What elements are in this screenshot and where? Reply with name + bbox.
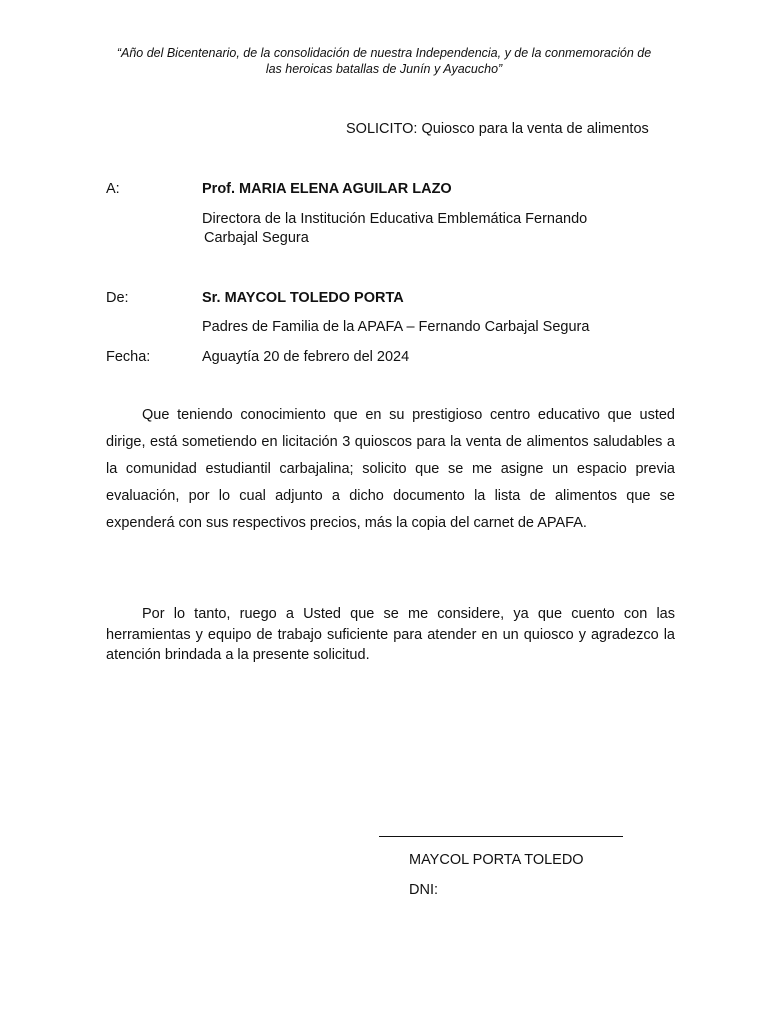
date-value: Aguaytía 20 de febrero del 2024 bbox=[202, 349, 410, 365]
header-motto bbox=[0, 45, 768, 77]
dni-label: DNI: bbox=[409, 882, 438, 898]
sender-title: Padres de Familia de la APAFA – Fernando Carbajal Segura bbox=[202, 319, 590, 335]
recipient-name: Prof. MARIA ELENA AGUILAR LAZO bbox=[202, 181, 452, 197]
body-paragraph-1: Que teniendo conocimiento que en su prestigioso centro educativo que usted dirige, está sometiendo en licitación 3 quioscos para la venta de alimentos saludables a la comunidad estudiantil carbajalina; solicito que se me asigne un espacio previa evaluación, por lo cual adjunto a dicho documento la lista de alimentos que se expenderá con sus respectivos precios, más la copia del carnet de APAFA. bbox=[106, 407, 675, 531]
to-label: A: bbox=[106, 181, 120, 197]
motto-line-2: las heroicas batallas de Junín y Ayacucho” bbox=[265, 62, 503, 76]
recipient-title-line-1: Directora de la Institución Educativa Emblemática Fernando bbox=[202, 211, 588, 227]
date-label: Fecha: bbox=[106, 349, 151, 365]
signature-line bbox=[379, 836, 623, 837]
signature-name: MAYCOL PORTA TOLEDO bbox=[409, 852, 584, 868]
subject-line: SOLICITO: Quiosco para la venta de alimentos bbox=[346, 121, 649, 137]
recipient-title-line-2: Carbajal Segura bbox=[204, 230, 309, 246]
from-label: De: bbox=[106, 290, 129, 306]
sender-name: Sr. MAYCOL TOLEDO PORTA bbox=[202, 290, 404, 306]
motto-line-1: “Año del Bicentenario, de la consolidación de nuestra Independencia, y de la conmemoración de bbox=[116, 46, 652, 60]
body-paragraph-2: Por lo tanto, ruego a Usted que se me considere, ya que cuento con las herramientas y equipo de trabajo suficiente para atender en un quiosco y agradezco la atención brindada a la presente solicitud. bbox=[106, 606, 675, 663]
